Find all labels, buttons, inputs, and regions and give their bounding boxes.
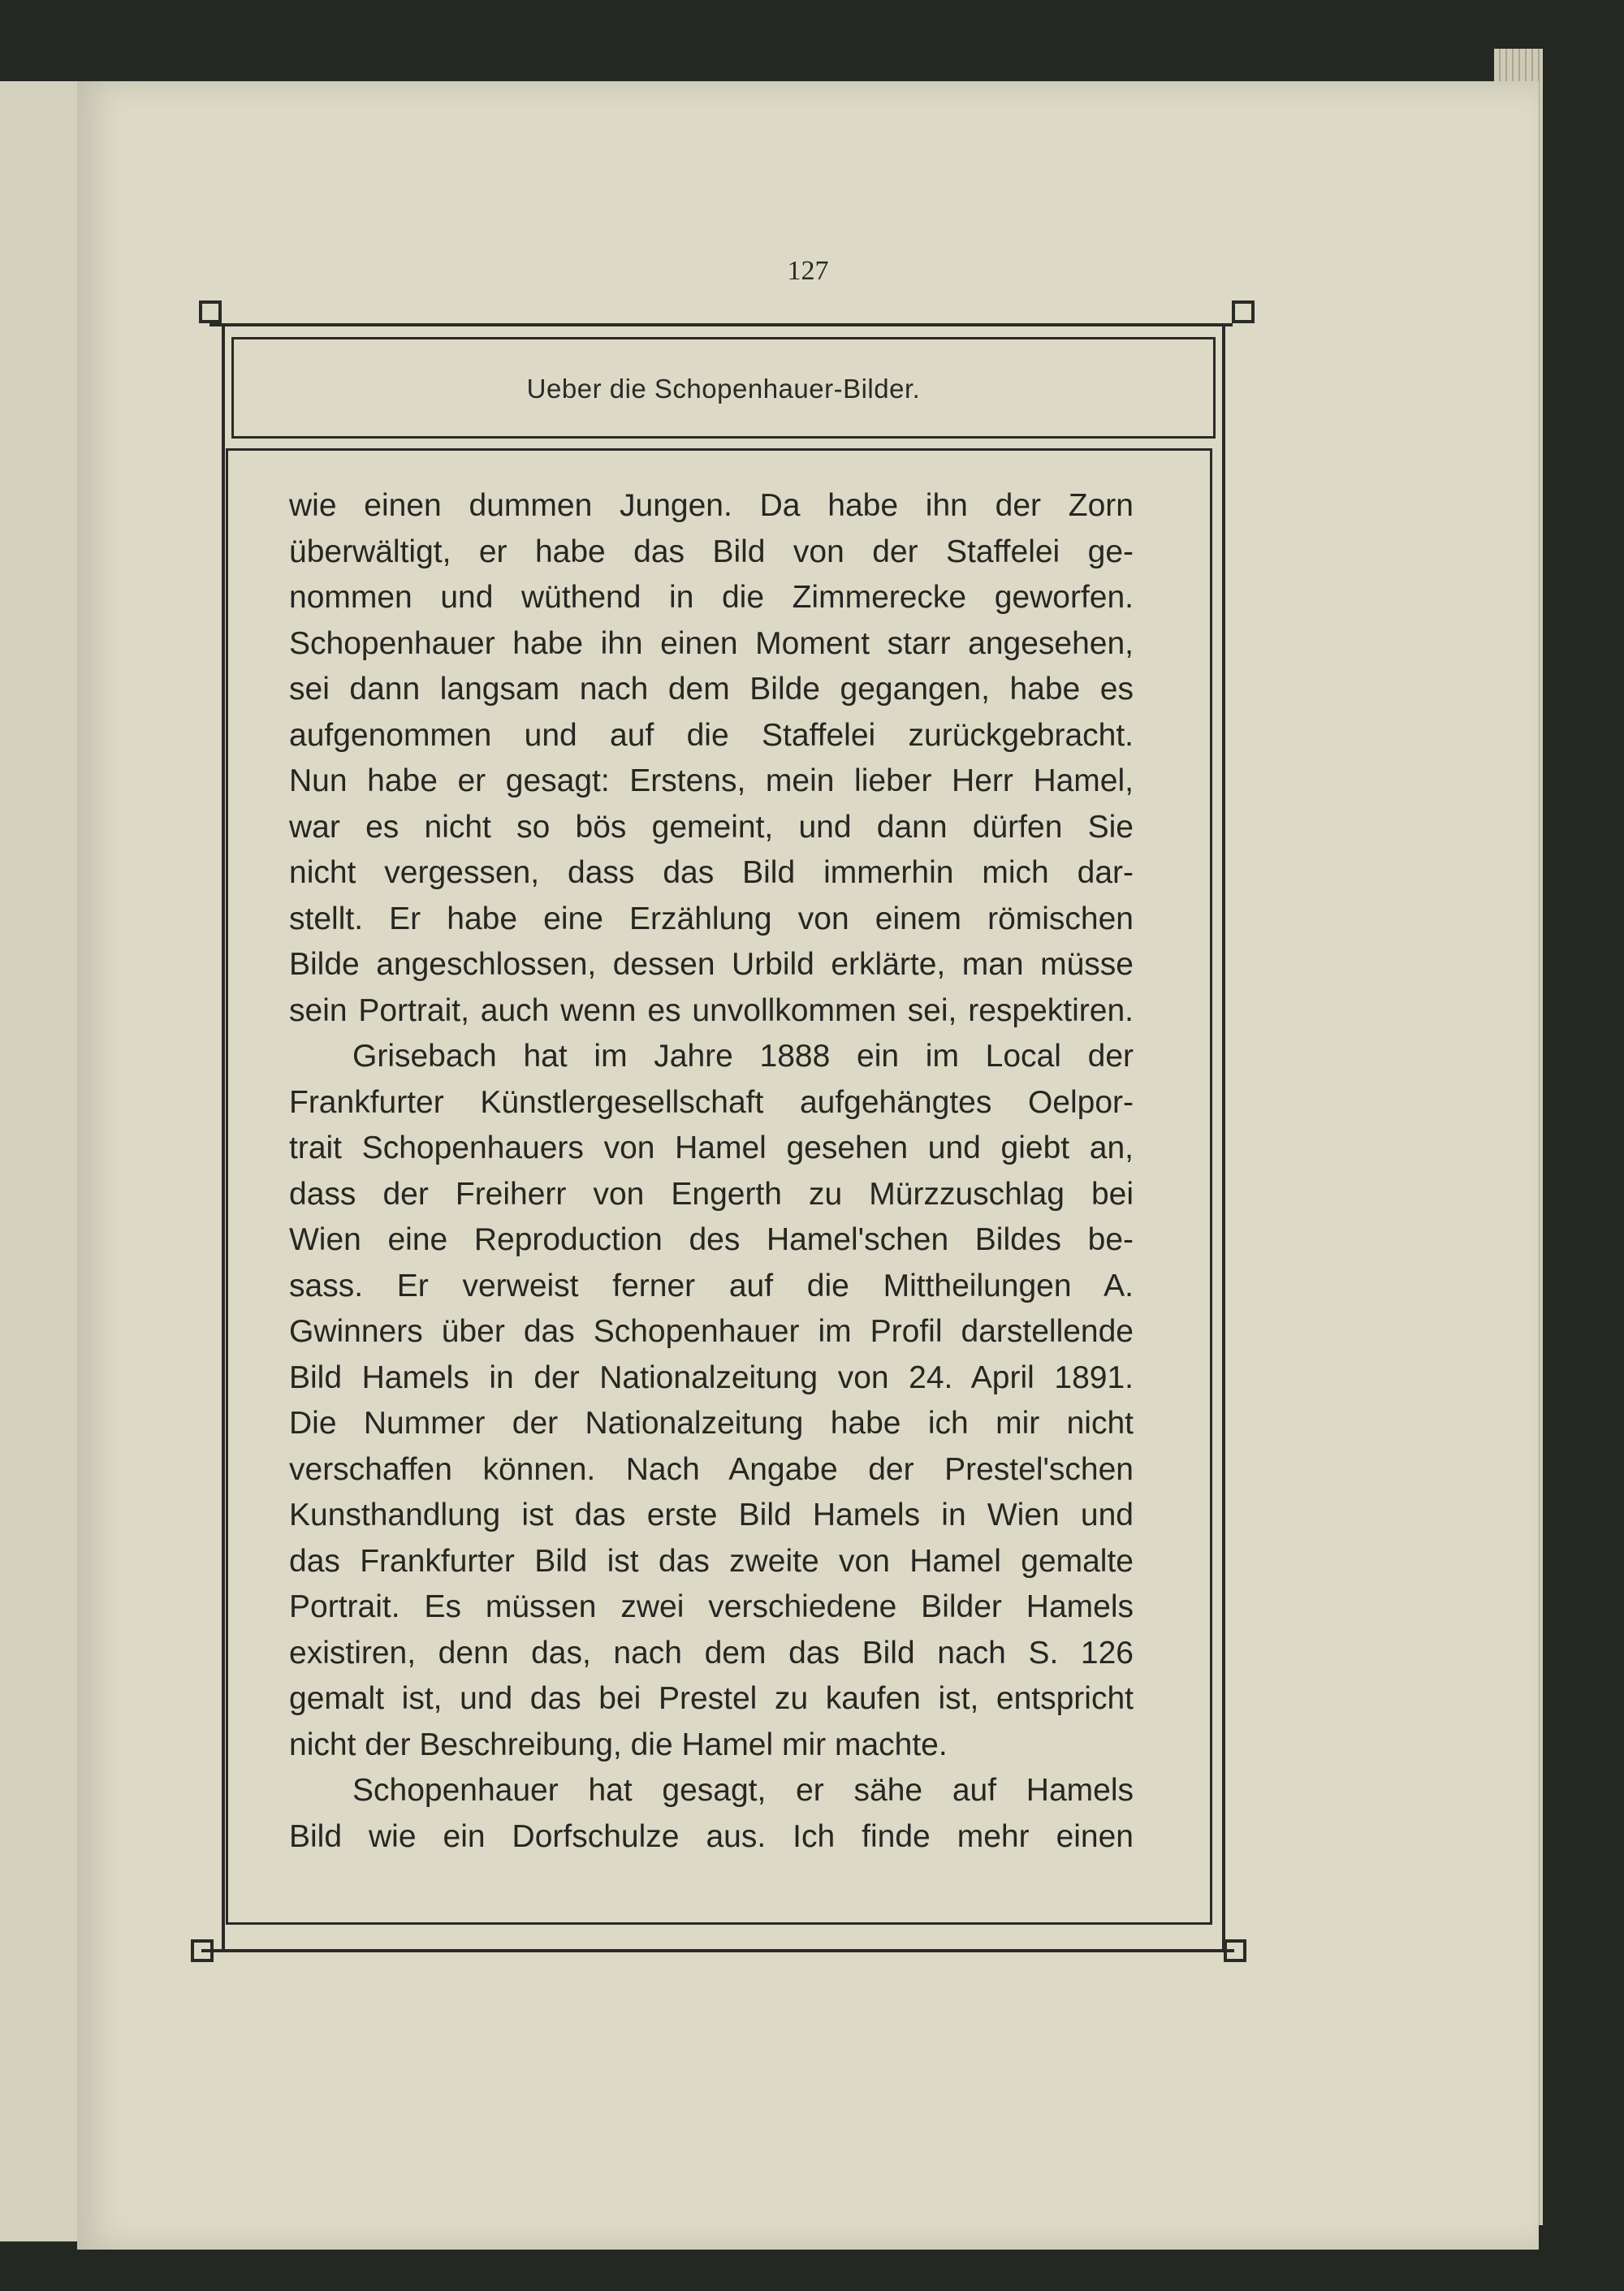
- text-line: Gwinners über das Schopenhauer im Profil darstellende: [289, 1314, 1134, 1349]
- text-line: das Frankfurter Bild ist das zweite von Hamel gemalte: [289, 1543, 1134, 1579]
- page-number: 127: [787, 256, 829, 286]
- text-line: sei dann langsam nach dem Bilde gegangen, habe es: [289, 672, 1134, 707]
- text-line: Die Nummer der Nationalzeitung habe ich mir nicht: [289, 1406, 1134, 1441]
- text-line: Bild Hamels in der Nationalzeitung von 24. April 1891.: [289, 1359, 1134, 1395]
- text-line: sass. Er verweist ferner auf die Mittheilungen A.: [289, 1268, 1134, 1303]
- text-line: Grisebach hat im Jahre 1888 ein im Local der: [352, 1039, 1134, 1074]
- paragraph-1: [289, 483, 1134, 1034]
- text-line: Schopenhauer habe ihn einen Moment starr angesehen,: [289, 625, 1134, 661]
- frame-corner-ornament: [1232, 300, 1255, 323]
- body-text: [289, 483, 1134, 1860]
- text-line: Frankfurter Künstlergesellschaft aufgehängtes Oelpor-: [289, 1084, 1134, 1120]
- frame-right-rule: [1222, 323, 1225, 1951]
- text-line: gemalt ist, und das bei Prestel zu kaufen ist, entspricht: [289, 1681, 1134, 1716]
- text-line: stellt. Er habe eine Erzählung von einem römischen: [289, 901, 1134, 936]
- text-line: war es nicht so bös gemeint, und dann dürfen Sie: [289, 809, 1134, 845]
- text-line: Wien eine Reproduction des Hamel'schen Bildes be-: [289, 1222, 1134, 1257]
- text-line: Schopenhauer hat gesagt, er sähe auf Hamels: [352, 1773, 1134, 1808]
- text-line: nicht der Beschreibung, die Hamel mir machte.: [289, 1727, 948, 1762]
- frame-top-rule: [209, 323, 1233, 326]
- facing-page-edge: [0, 81, 84, 2241]
- text-line: sein Portrait, auch wenn es unvollkommen sei, respektiren.: [289, 992, 1134, 1028]
- text-line: nommen und wüthend in die Zimmerecke geworfen.: [289, 580, 1134, 615]
- running-head: Ueber die Schopenhauer-Bilder.: [526, 374, 921, 404]
- book-page: [77, 81, 1539, 2250]
- frame-bottom-rule: [201, 1949, 1234, 1952]
- text-line: Portrait. Es müssen zwei verschiedene Bilder Hamels: [289, 1589, 1134, 1624]
- text-line: wie einen dummen Jungen. Da habe ihn der Zorn: [289, 488, 1134, 523]
- text-line: aufgenommen und auf die Staffelei zurückgebracht.: [289, 717, 1134, 753]
- text-line: Nun habe er gesagt: Erstens, mein lieber Herr Hamel,: [289, 763, 1134, 798]
- text-line: trait Schopenhauers von Hamel gesehen und giebt an,: [289, 1130, 1134, 1165]
- text-box: [226, 448, 1212, 1925]
- text-line: existiren, denn das, nach dem das Bild nach S. 126: [289, 1635, 1134, 1671]
- text-line: Bild wie ein Dorfschulze aus. Ich finde mehr einen: [289, 1818, 1134, 1854]
- frame-left-rule: [222, 323, 225, 1951]
- paragraph-3: [289, 1768, 1134, 1860]
- text-line: dass der Freiherr von Engerth zu Mürzzuschlag bei: [289, 1176, 1134, 1212]
- text-line: Kunsthandlung ist das erste Bild Hamels in Wien und: [289, 1498, 1134, 1532]
- running-head-box: [231, 337, 1216, 439]
- frame-corner-ornament: [199, 300, 222, 323]
- text-line: nicht vergessen, dass das Bild immerhin mich dar-: [289, 855, 1134, 890]
- text-line: überwältigt, er habe das Bild von der Staffelei ge-: [289, 534, 1134, 569]
- paragraph-2: [289, 1034, 1134, 1768]
- text-line: Bilde angeschlossen, dessen Urbild erklärte, man müsse: [289, 947, 1134, 982]
- text-line: verschaffen können. Nach Angabe der Prestel'schen: [289, 1451, 1134, 1487]
